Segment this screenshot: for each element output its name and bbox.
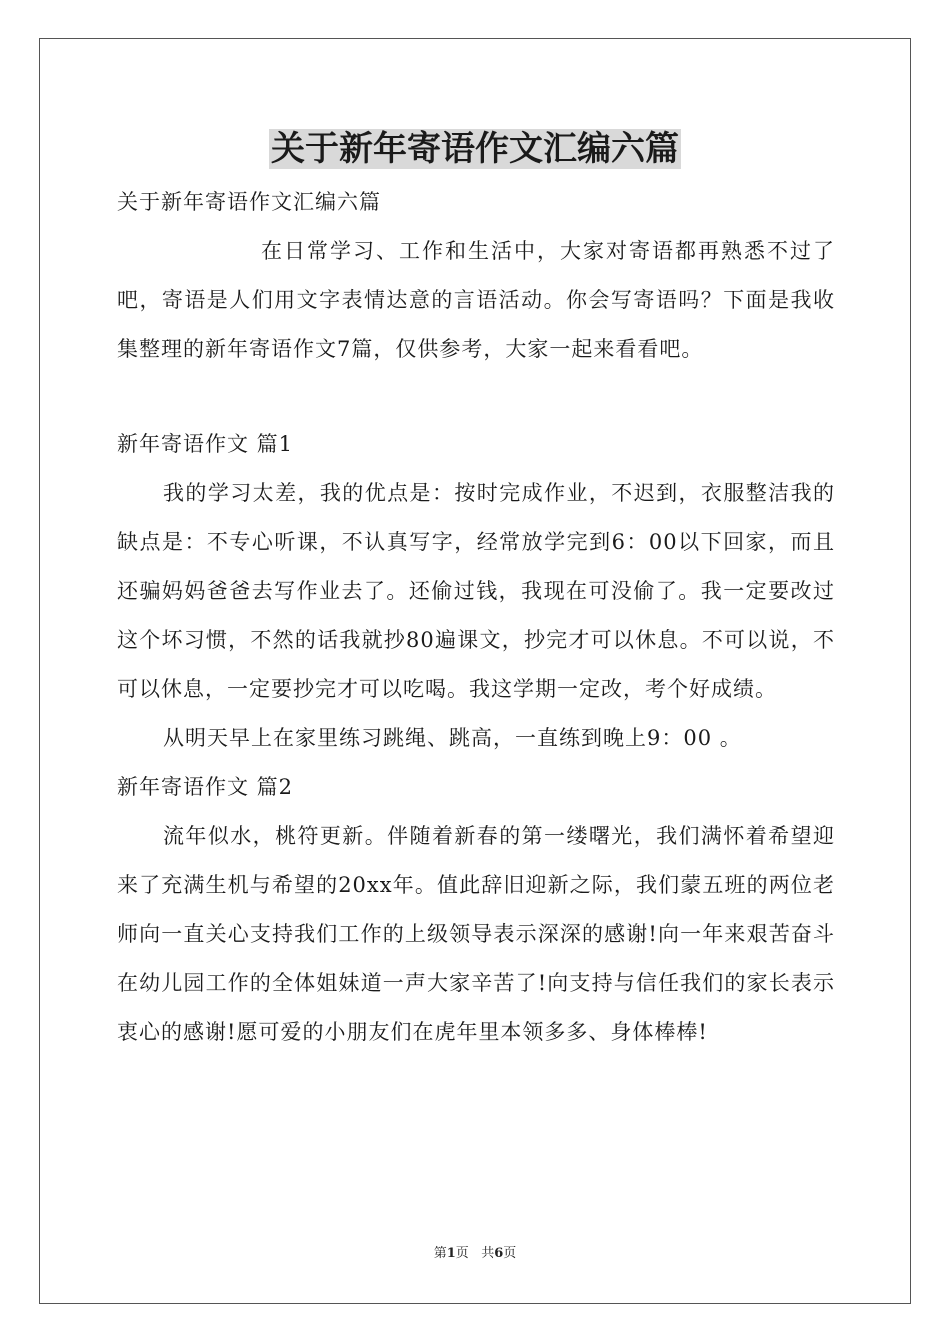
section-heading-2: 新年寄语作文 篇2 <box>117 775 294 799</box>
footer-page-prefix: 第 <box>433 1246 447 1261</box>
document-body <box>117 178 835 1057</box>
footer-page-unit: 页 <box>455 1246 469 1261</box>
section-1-paragraph-2: 从明天早上在家里练习跳绳、跳高，一直练到晚上9：00 。 <box>163 726 742 750</box>
page-footer <box>0 1244 950 1264</box>
footer-total-prefix: 共 <box>481 1246 495 1261</box>
section-heading-1: 新年寄语作文 篇1 <box>117 432 294 456</box>
spacer <box>117 374 835 420</box>
document-title <box>0 126 950 172</box>
document-title-text: 关于新年寄语作文汇编六篇 <box>271 129 679 169</box>
section-2-paragraph-1: 流年似水，桃符更新。伴随着新春的第一缕曙光，我们满怀着希望迎来了充满生机与希望的20xx年。值此辞旧迎新之际，我们蒙五班的两位老师向一直关心支持我们工作的上级领导表示深深的感谢!向一年来艰苦奋斗在幼儿园工作的全体姐妹道一声大家辛苦了!向支持与信任我们的家长表示衷心的感谢!愿可爱的小朋友们在虎年里本领多多、身体棒棒! <box>117 824 835 1044</box>
intro-paragraph: 在日常学习、工作和生活中，大家对寄语都再熟悉不过了吧，寄语是人们用文字表情达意的言语活动。你会写寄语吗？下面是我收集整理的新年寄语作文7篇，仅供参考，大家一起来看看吧。 <box>117 239 835 361</box>
footer-page-total: 6 <box>494 1246 504 1261</box>
section-1-paragraph-1: 我的学习太差，我的优点是：按时完成作业，不迟到，衣服整洁我的缺点是：不专心听课，不认真写字，经常放学完到6：00以下回家，而且还骗妈妈爸爸去写作业去了。还偷过钱，我现在可没偷了。我一定要改过这个坏习惯，不然的话我就抄80遍课文，抄完才可以休息。不可以说，不可以休息，一定要抄完才可以吃喝。我这学期一定改，考个好成绩。 <box>117 481 835 701</box>
footer-total-unit: 页 <box>503 1246 517 1261</box>
footer-page-current: 1 <box>446 1246 456 1261</box>
document-subtitle: 关于新年寄语作文汇编六篇 <box>117 190 381 214</box>
